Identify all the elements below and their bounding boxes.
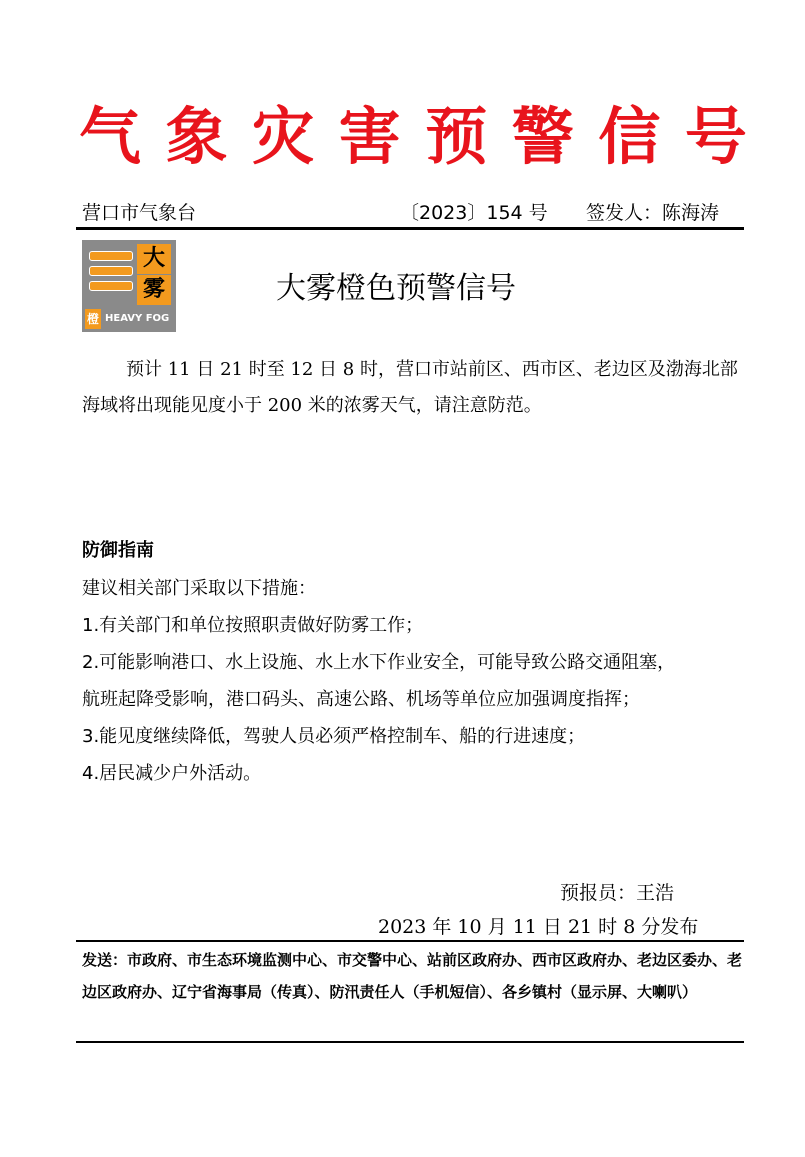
title-char: 象 (165, 100, 228, 173)
footer-divider-top (76, 940, 744, 942)
heavy-fog-orange-icon (82, 240, 176, 332)
title-char: 害 (338, 100, 401, 173)
signal-bars (89, 249, 135, 293)
guide-line: 航班起降受影响，港口码头、高速公路、机场等单位应加强调度指挥； (82, 689, 640, 710)
badge-char-top: 大 (137, 244, 171, 274)
title-char: 灾 (252, 100, 315, 173)
guide-line: 3.能见度继续降低，驾驶人员必须严格控制车、船的行进速度； (82, 726, 586, 747)
signal-title: 大雾橙色预警信号 (276, 271, 516, 306)
signal-bar (89, 251, 133, 261)
document-title (78, 100, 748, 174)
guide-line: 建议相关部门采取以下措施： (82, 578, 316, 599)
signer: 签发人：陈海涛 (586, 202, 720, 224)
guide-heading: 防御指南 (82, 540, 154, 561)
forecast-paragraph: 预计 11 日 21 时至 12 日 8 时，营口市站前区、西市区、老边区及渤海北部海域将出现能见度小于 200 米的浓雾天气，请注意防范。 (82, 359, 738, 416)
title-char: 信 (598, 100, 661, 173)
badge-english: HEAVY FOG (105, 312, 170, 324)
title-char: 气 (78, 100, 141, 173)
signal-bar (89, 266, 133, 276)
distribution-list: 发送：市政府、市生态环境监测中心、市交警中心、站前区政府办、西市区政府办、老边区委办、老边区政府办、辽宁省海事局（传真）、防汛责任人（手机短信）、各乡镇村（显示屏、大喇叭） (82, 951, 743, 1001)
forecaster: 预报员：王浩 (560, 882, 675, 904)
issuer: 营口市气象台 (82, 202, 197, 224)
footer-divider-bottom (76, 1041, 744, 1043)
badge-level-char: 橙 (85, 309, 101, 329)
title-char: 预 (425, 100, 488, 173)
document-number: 〔2023〕154 号 (400, 202, 548, 224)
badge-char-bottom: 雾 (137, 275, 171, 305)
guide-line: 2.可能影响港口、水上设施、水上水下作业安全，可能导致公路交通阻塞， (82, 652, 676, 673)
badge-footer (85, 308, 173, 329)
guide-list (82, 570, 752, 792)
title-char: 号 (684, 100, 747, 173)
title-char: 警 (511, 100, 574, 173)
header-divider (76, 227, 744, 230)
signal-bar (89, 281, 133, 291)
guide-line: 4.居民减少户外活动。 (82, 763, 262, 784)
issue-time: 2023 年 10 月 11 日 21 时 8 分发布 (378, 916, 699, 938)
guide-line: 1.有关部门和单位按照职责做好防雾工作； (82, 615, 424, 636)
